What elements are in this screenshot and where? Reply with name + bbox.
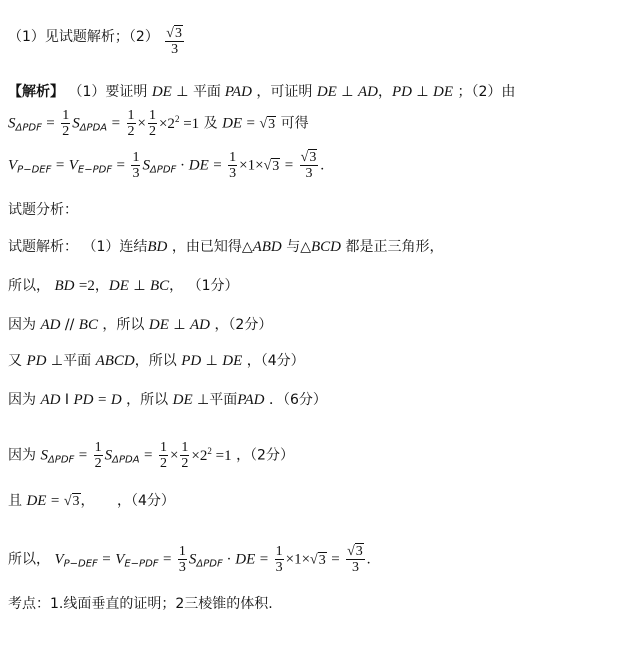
key-point: 考点：1.线面垂直的证明；2三棱锥的体积. bbox=[8, 596, 273, 612]
analysis-line-1: 【解析】 （1）要证明 DE ⊥ 平面 PAD ，可证明 DE ⊥ AD，PD ⊥ DE ；（2）由 bbox=[8, 84, 516, 100]
answer-fraction: $\frac{√3}{3}$ bbox=[166, 26, 182, 57]
solution-label: 试题解析： bbox=[8, 239, 78, 255]
solution-line-3: 因为 AD // BC ，所以 DE ⊥ AD ，（2分） bbox=[8, 317, 273, 333]
analysis-label: 【解析】 bbox=[8, 84, 64, 100]
answer-text: （1）见试题解析；（2） bbox=[8, 29, 159, 45]
solution-line-4: 又 PD ⊥平面 ABCD，所以 PD ⊥ DE ，（4分） bbox=[8, 353, 305, 369]
solution-line-8: 所以， $V_{P-DEF} = V_{E-PDF}$ = $\frac{1}{3}$ $S_{\Delta PDF}$ · DE = $\frac{1}{3}$ ×1×√3 = $\frac{√3}{3}$ . bbox=[8, 544, 371, 575]
solution-line-1: 试题解析： （1）连结BD ，由已知得△ABD 与△BCD 都是正三角形， bbox=[8, 239, 444, 255]
analysis-line-2: $S_{\Delta PDF}$ = $\frac{1}{2}$ $S_{\Delta PDA}$ = $\frac{1}{2}$ × $\frac{1}{2}$ $\times 2^2 =1$ 及 DE = √3 可得 bbox=[8, 108, 309, 139]
solution-line-7: 且 DE = √3， ，（4分） bbox=[8, 493, 175, 509]
answer-line bbox=[8, 26, 186, 57]
section-title: 试题分析： bbox=[8, 202, 78, 218]
solution-line-6: 因为 $S_{\Delta PDF}$ = $\frac{1}{2}$ $S_{\Delta PDA}$ = $\frac{1}{2}$ × $\frac{1}{2}$ $\times 2^2 =1$ ，（2分） bbox=[8, 440, 294, 471]
solution-line-2: 所以， BD =2，DE ⊥ BC， （1分） bbox=[8, 278, 239, 294]
analysis-line-3: $V_{P-DEF} = V_{E-PDF}$ = $\frac{1}{3}$ $S_{\Delta PDF}$ · DE = $\frac{1}{3}$ ×1×√3 = $\frac{√3}{3}$ . bbox=[8, 150, 325, 181]
solution-line-5: 因为 AD I PD = D ，所以 DE ⊥平面PAD ．（6分） bbox=[8, 392, 327, 408]
